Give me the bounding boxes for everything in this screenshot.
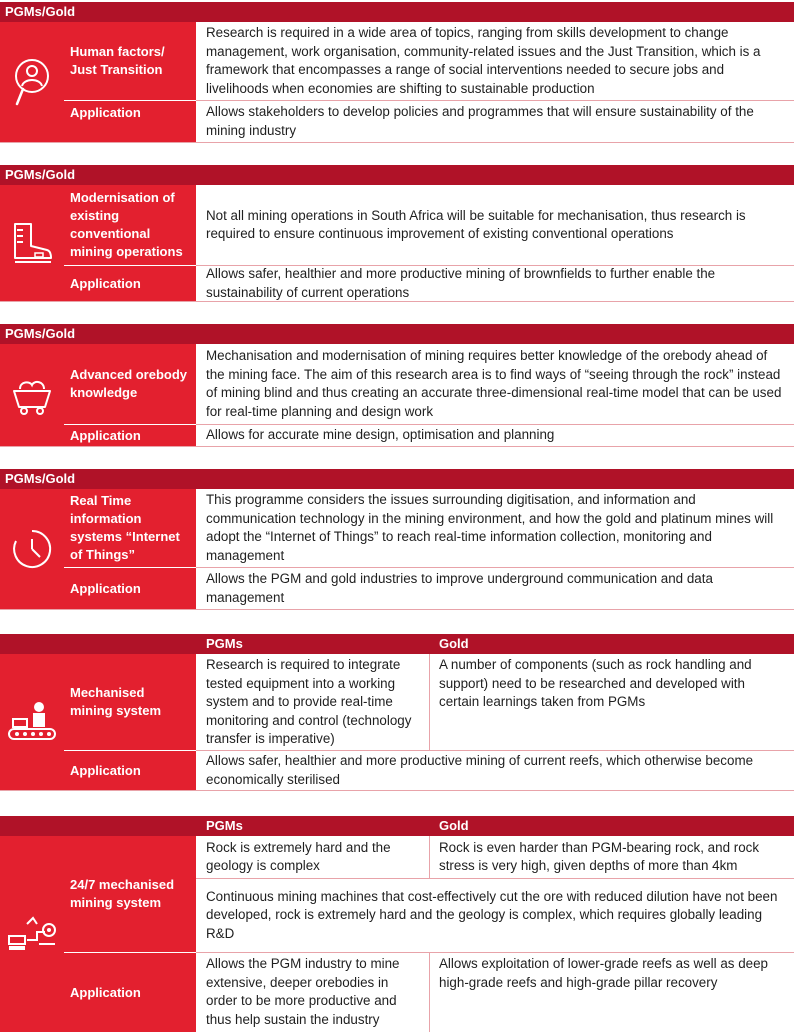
topic-label: Modernisation of existing conventional mining operations <box>64 185 196 265</box>
shared-text: Continuous mining machines that cost-effectively cut the ore with reduced dilution have not been developed, rock is extremely hard and the geology is complex, which requires globally leading R&D <box>206 888 778 941</box>
pgms-column-header: PGMs <box>206 818 243 833</box>
topic-text: Research is required in a wide area of topics, ranging from skills development to change management, work organisation, community-related issues and the Just Transition, which is a framework that encompasses a range of social interventions needed to secure jobs and livelihoods when economies are shifting to sustainable production <box>206 25 761 96</box>
section-header: PGMs/Gold <box>0 469 794 489</box>
section-header <box>0 816 794 836</box>
pgms-column-header: PGMs <box>206 636 243 651</box>
section-orebody <box>0 324 794 446</box>
mine-cart-icon <box>10 375 54 415</box>
icon-cell <box>0 22 64 142</box>
section-header <box>0 634 794 654</box>
application-text: Allows safer, healthier and more productive mining of current reefs, which otherwise become economically sterilised <box>206 753 754 787</box>
topic-label: Real Time information systems “Internet of Things” <box>64 489 196 567</box>
gold-column-header: Gold <box>439 818 469 833</box>
application-label: Application <box>64 101 196 142</box>
boot-icon <box>9 220 55 266</box>
icon-cell <box>0 654 64 790</box>
clock-icon <box>10 527 54 571</box>
gold-column-header: Gold <box>439 636 469 651</box>
section-human-factors <box>0 2 794 142</box>
application-gold-text: Allows exploitation of lower-grade reefs as well as deep high-grade reefs and high-grade pillar recovery <box>439 956 768 990</box>
application-text: Allows the PGM and gold industries to improve underground communication and data management <box>206 571 713 605</box>
icon-cell <box>0 489 64 609</box>
topic-text: This programme considers the issues surrounding digitisation, and information and communication technology in the mining environment, and how the gold and platinum mines will adopt the “Internet of Things” to reach real-time information collection, monitoring and management <box>206 492 774 563</box>
application-text: Allows safer, healthier and more productive mining of brownfields to further enable the sustainability of current operations <box>206 266 716 300</box>
section-real-time-info <box>0 469 794 609</box>
application-label: Application <box>64 425 196 446</box>
topic-label: 24/7 mechanised mining system <box>64 836 196 952</box>
mining-machine-icon <box>7 914 57 954</box>
gold-text: A number of components (such as rock handling and support) need to be researched and developed with certain learnings taken from PGMs <box>439 657 752 709</box>
application-label: Application <box>64 266 196 301</box>
section-24-7-mechanised <box>0 816 794 1032</box>
application-pgms-text: Allows the PGM industry to mine extensive, deeper orebodies in order to be more productive and thus help sustain the industry <box>206 956 400 1027</box>
conveyor-worker-icon <box>7 697 57 747</box>
topic-text: Mechanisation and modernisation of mining requires better knowledge of the orebody ahead of the mining face. The aim of this research area is to find ways of “seeing through the rock” instead of mining blind and thus creating an accurate three-dimensional real-time model that can be used for real-time planning and design work <box>206 348 782 419</box>
gold-text: Rock is even harder than PGM-bearing rock, and rock stress is very high, given depths of more than 4km <box>439 839 760 873</box>
section-header: PGMs/Gold <box>0 2 794 22</box>
section-header: PGMs/Gold <box>0 165 794 185</box>
icon-cell <box>0 185 64 301</box>
application-text: Allows for accurate mine design, optimisation and planning <box>206 427 555 443</box>
topic-label: Advanced orebody knowledge <box>64 344 196 424</box>
pgms-text: Rock is extremely hard and the geology is complex <box>206 839 391 873</box>
icon-cell <box>0 344 64 446</box>
icon-cell <box>0 836 64 1032</box>
pgms-text: Research is required to integrate tested equipment into a working system and to provide real-time monitoring and control (technology transfer is imperative) <box>206 657 412 746</box>
application-label: Application <box>64 751 196 790</box>
section-header: PGMs/Gold <box>0 324 794 344</box>
application-label: Application <box>64 953 196 1032</box>
person-search-icon <box>12 56 52 108</box>
topic-label: Human factors/ Just Transition <box>64 22 196 100</box>
section-modernisation <box>0 165 794 301</box>
topic-text: Not all mining operations in South Africa will be suitable for mechanisation, thus research is required to ensure continuous improvement of existing conventional operations <box>206 207 746 241</box>
topic-label: Mechanised mining system <box>64 654 196 750</box>
application-label: Application <box>64 568 196 609</box>
section-mechanised <box>0 634 794 790</box>
application-text: Allows stakeholders to develop policies and programmes that will ensure sustainability of the mining industry <box>206 104 754 138</box>
